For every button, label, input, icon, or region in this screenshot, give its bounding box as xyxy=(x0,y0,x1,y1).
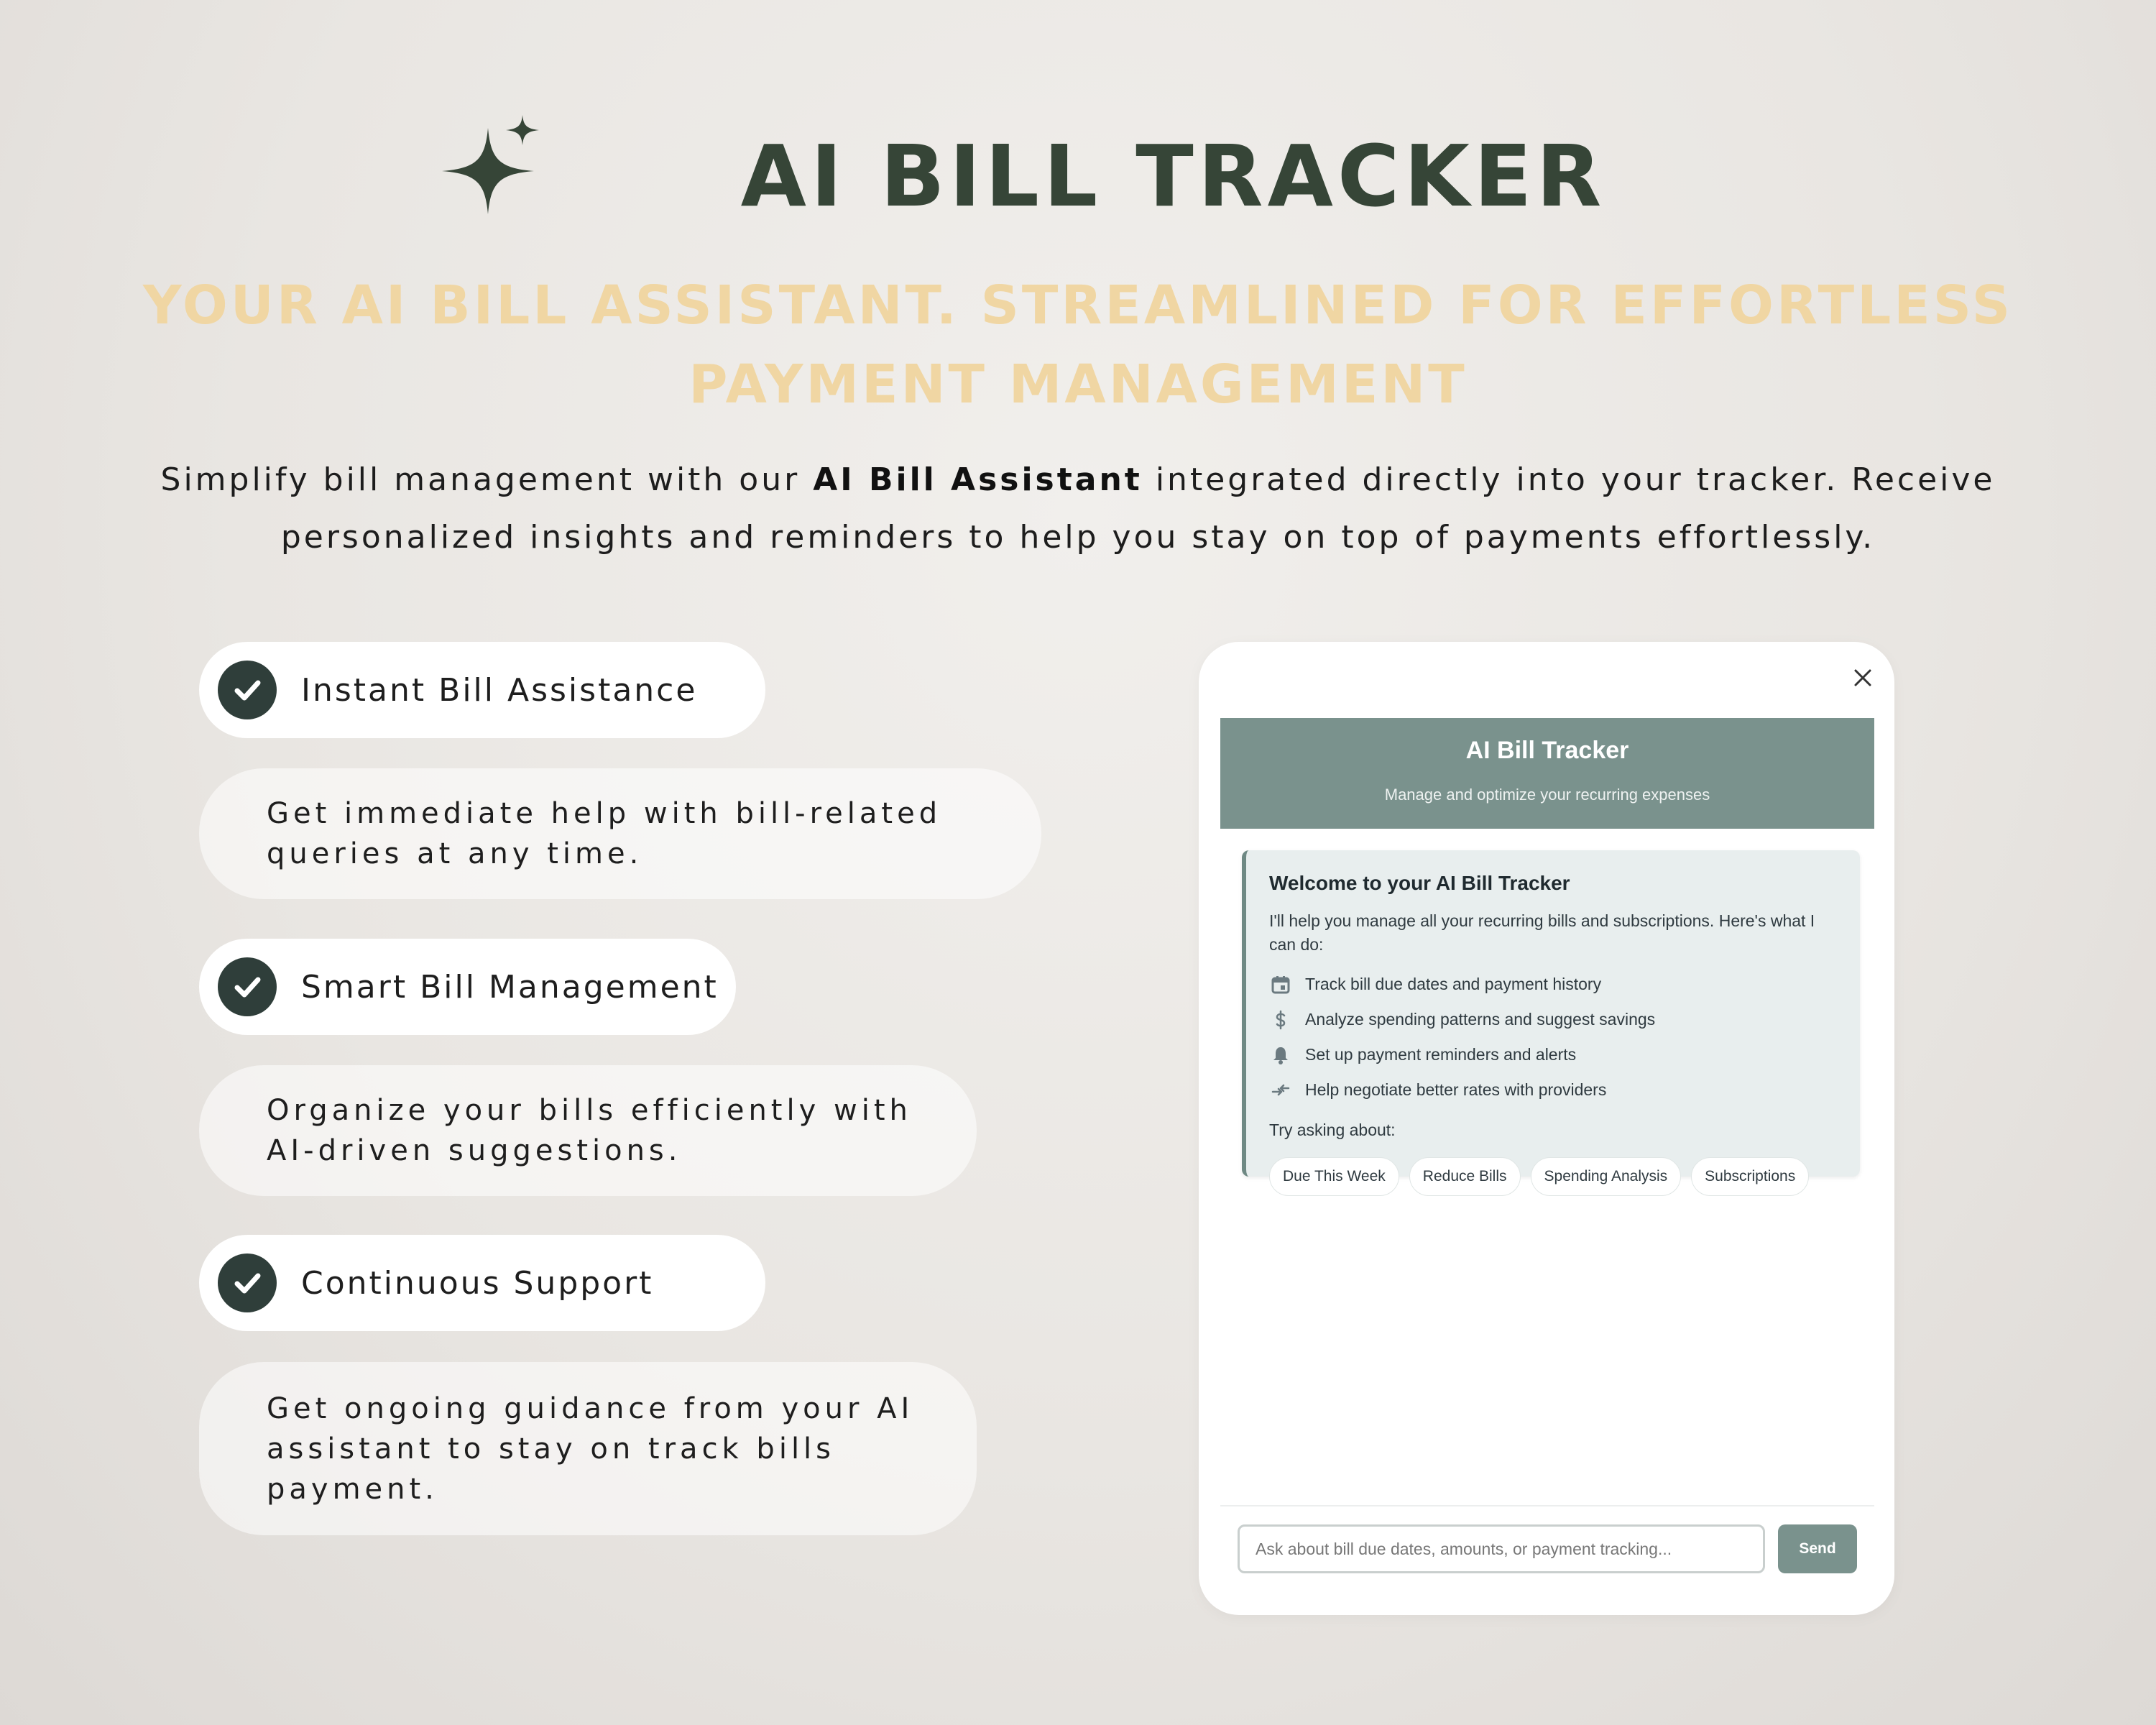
list-item xyxy=(1269,1002,1837,1037)
chat-subtitle: Manage and optimize your recurring expenses xyxy=(1384,786,1710,804)
check-circle-icon xyxy=(218,1254,277,1312)
feature-pill-continuous-support xyxy=(199,1235,765,1331)
list-item xyxy=(1269,967,1837,1002)
feature-pill-smart-management xyxy=(199,939,736,1035)
check-circle-icon xyxy=(218,957,277,1016)
intro-text-before: Simplify bill management with our xyxy=(160,461,814,498)
welcome-message xyxy=(1242,850,1860,1184)
feature-pill-instant-assistance xyxy=(199,642,765,738)
bell-icon xyxy=(1269,1044,1292,1067)
dollar-icon xyxy=(1269,1008,1292,1031)
negotiate-icon xyxy=(1269,1079,1292,1102)
capability-text: Analyze spending patterns and suggest savings xyxy=(1305,1010,1656,1029)
capability-text: Help negotiate better rates with providers xyxy=(1305,1080,1607,1099)
welcome-title: Welcome to your AI Bill Tracker xyxy=(1269,872,1570,894)
feature-label: Instant Bill Assistance xyxy=(301,671,698,709)
input-divider xyxy=(1220,1505,1874,1506)
list-item xyxy=(1269,1072,1837,1108)
intro-paragraph xyxy=(144,451,2012,566)
chip-reduce-bills[interactable]: Reduce Bills xyxy=(1409,1157,1521,1196)
page-subtitle: YOUR AI BILL ASSISTANT. STREAMLINED FOR EFFORTLESS PAYMENT MANAGEMENT xyxy=(142,275,2014,415)
chat-header xyxy=(1220,718,1874,829)
feature-label: Continuous Support xyxy=(301,1264,654,1302)
calendar-icon xyxy=(1269,973,1292,996)
check-circle-icon xyxy=(218,661,277,719)
feature-description: Organize your bills efficiently with AI-driven suggestions. xyxy=(199,1065,977,1196)
page-title: AI BILL TRACKER xyxy=(740,126,1606,226)
close-icon[interactable] xyxy=(1853,668,1872,687)
send-button[interactable]: Send xyxy=(1778,1524,1857,1573)
chip-subscriptions[interactable]: Subscriptions xyxy=(1691,1157,1809,1196)
chip-due-this-week[interactable]: Due This Week xyxy=(1269,1157,1399,1196)
chat-input[interactable] xyxy=(1238,1524,1765,1573)
feature-label: Smart Bill Management xyxy=(301,968,719,1006)
intro-text-after: integrated directly into your tracker. Receive personalized insights and reminders to help you stay on top of payments effortlessly. xyxy=(280,461,1996,556)
chat-window xyxy=(1199,642,1894,1615)
suggestion-chips xyxy=(1269,1157,1837,1196)
feature-description: Get ongoing guidance from your AI assistant to stay on track bills payment. xyxy=(199,1362,977,1535)
feature-description: Get immediate help with bill-related queries at any time. xyxy=(199,768,1041,899)
chip-spending-analysis[interactable]: Spending Analysis xyxy=(1531,1157,1682,1196)
welcome-text: I'll help you manage all your recurring bills and subscriptions. Here's what I can do: xyxy=(1269,911,1815,954)
capability-text: Set up payment reminders and alerts xyxy=(1305,1045,1577,1064)
try-asking-label: Try asking about: xyxy=(1269,1121,1396,1139)
chat-title: AI Bill Tracker xyxy=(1465,737,1629,764)
capability-list xyxy=(1269,967,1837,1108)
capability-text: Track bill due dates and payment history xyxy=(1305,975,1602,993)
close-button[interactable] xyxy=(1848,663,1877,692)
list-item xyxy=(1269,1037,1837,1072)
intro-highlight: AI Bill Assistant xyxy=(813,461,1143,498)
